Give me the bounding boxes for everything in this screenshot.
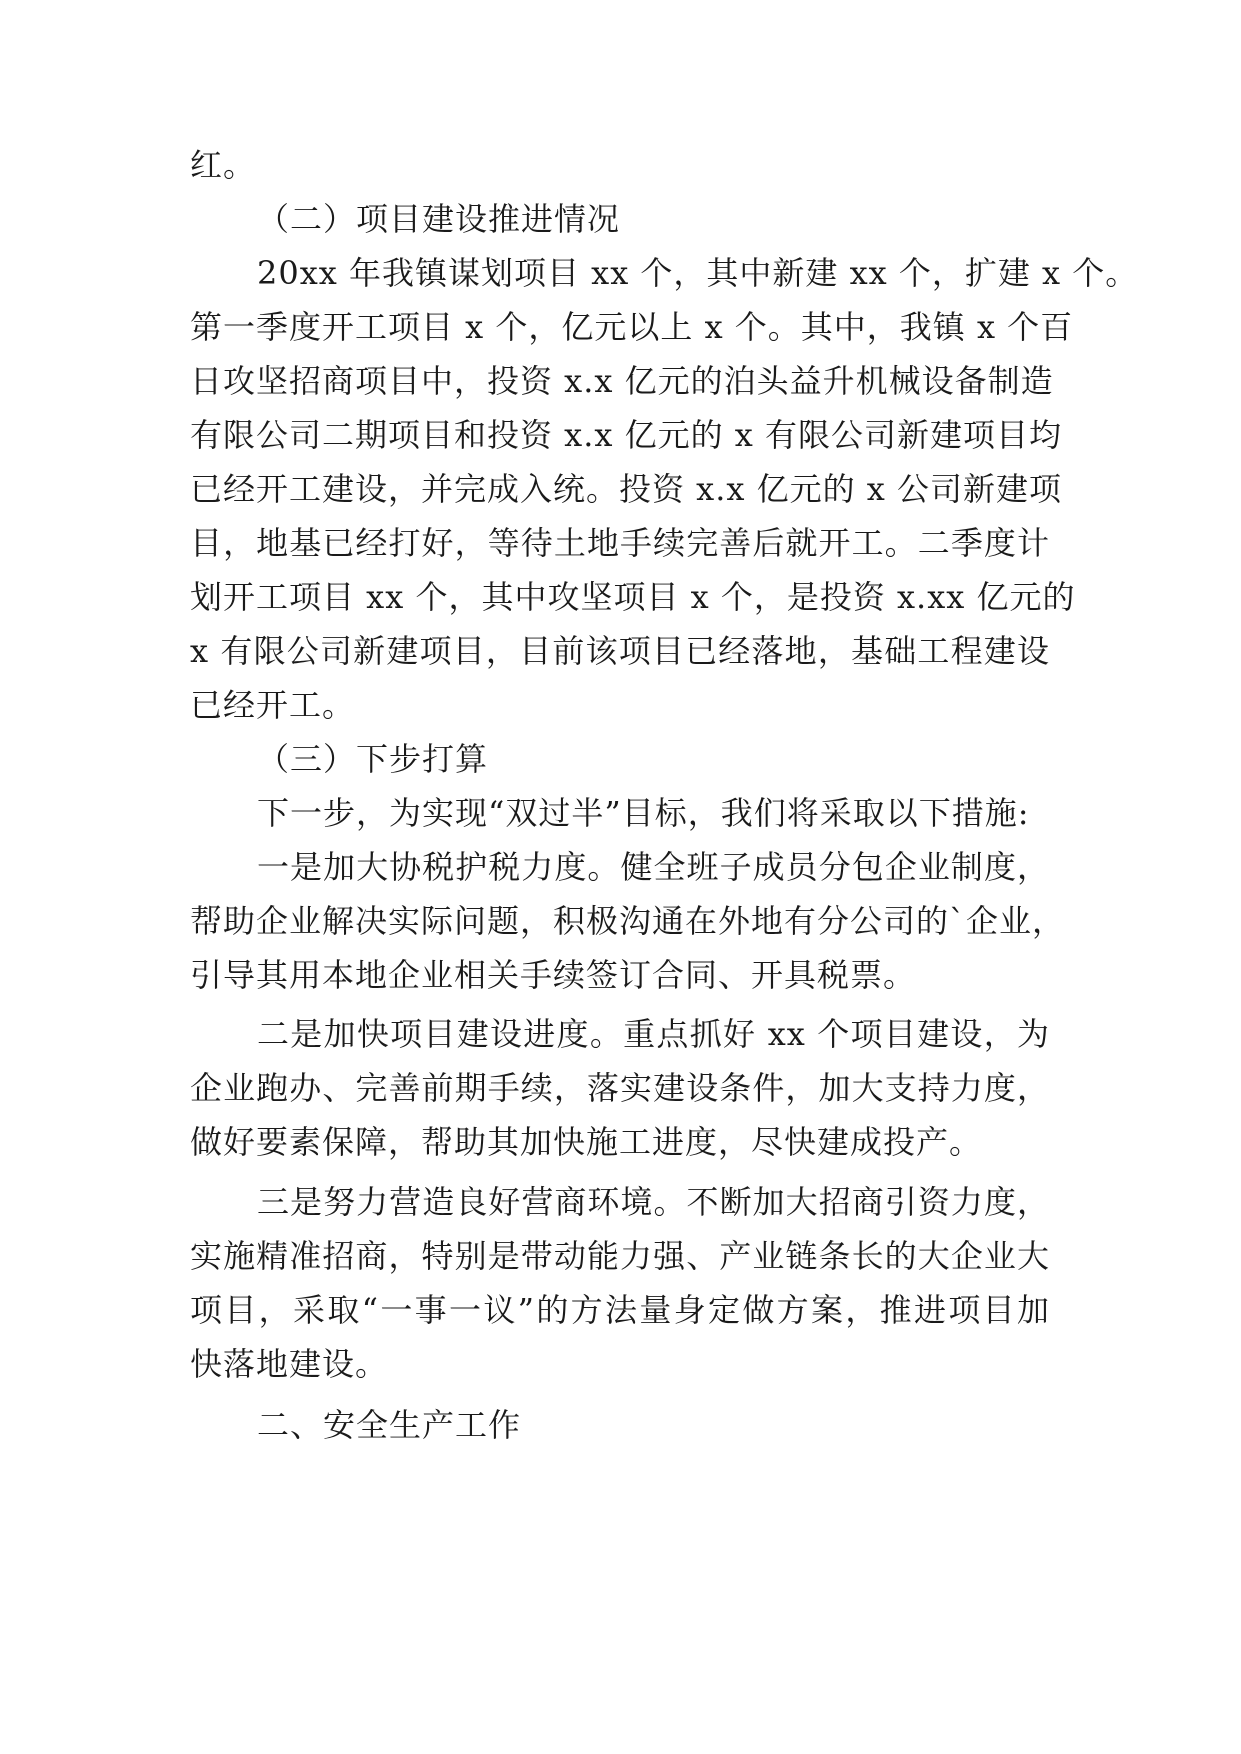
paragraph-line: 20xx 年我镇谋划项目 xx 个，其中新建 xx 个，扩建 x 个。 xyxy=(257,254,1139,292)
paragraph-line: 二是加快项目建设进度。重点抓好 xx 个项目建设，为 xyxy=(257,1015,1050,1053)
paragraph-line: x 有限公司新建项目，目前该项目已经落地，基础工程建设 xyxy=(190,632,1050,670)
section-heading: 二、安全生产工作 xyxy=(257,1406,522,1444)
paragraph-line: 三是努力营造良好营商环境。不断加大招商引资力度， xyxy=(257,1183,1050,1221)
section-heading: （二）项目建设推进情况 xyxy=(257,200,621,238)
paragraph-line: 项目，采取“一事一议”的方法量身定做方案，推进项目加 xyxy=(190,1291,1050,1329)
paragraph-line: 有限公司二期项目和投资 x.x 亿元的 x 有限公司新建项目均 xyxy=(190,416,1063,454)
paragraph-line: 第一季度开工项目 x 个，亿元以上 x 个。其中，我镇 x 个百 xyxy=(190,308,1074,346)
paragraph-line: 一是加大协税护税力度。健全班子成员分包企业制度， xyxy=(257,848,1050,886)
paragraph-line: 做好要素保障，帮助其加快施工进度，尽快建成投产。 xyxy=(190,1123,983,1161)
paragraph-line: 已经开工建设，并完成入统。投资 x.x 亿元的 x 公司新建项 xyxy=(190,470,1063,508)
paragraph-line: 帮助企业解决实际问题，积极沟通在外地有分公司的`企业， xyxy=(190,902,1066,940)
paragraph-line: 目，地基已经打好，等待土地手续完善后就开工。二季度计 xyxy=(190,524,1050,562)
paragraph-line: 下一步，为实现“双过半”目标，我们将采取以下措施: xyxy=(257,794,1030,832)
paragraph-line: 划开工项目 xx 个，其中攻坚项目 x 个，是投资 x.xx 亿元的 xyxy=(190,578,1076,616)
paragraph-line: 快落地建设。 xyxy=(190,1345,389,1383)
paragraph-line: 红。 xyxy=(190,146,257,184)
paragraph-line: 企业跑办、完善前期手续，落实建设条件，加大支持力度， xyxy=(190,1069,1050,1107)
paragraph-line: 实施精准招商，特别是带动能力强、产业链条长的大企业大 xyxy=(190,1237,1050,1275)
section-heading: （三）下步打算 xyxy=(257,740,489,778)
paragraph-line: 已经开工。 xyxy=(190,686,356,724)
paragraph-line: 引导其用本地企业相关手续签订合同、开具税票。 xyxy=(190,956,917,994)
paragraph-line: 日攻坚招商项目中，投资 x.x 亿元的泊头益升机械设备制造 xyxy=(190,362,1054,400)
